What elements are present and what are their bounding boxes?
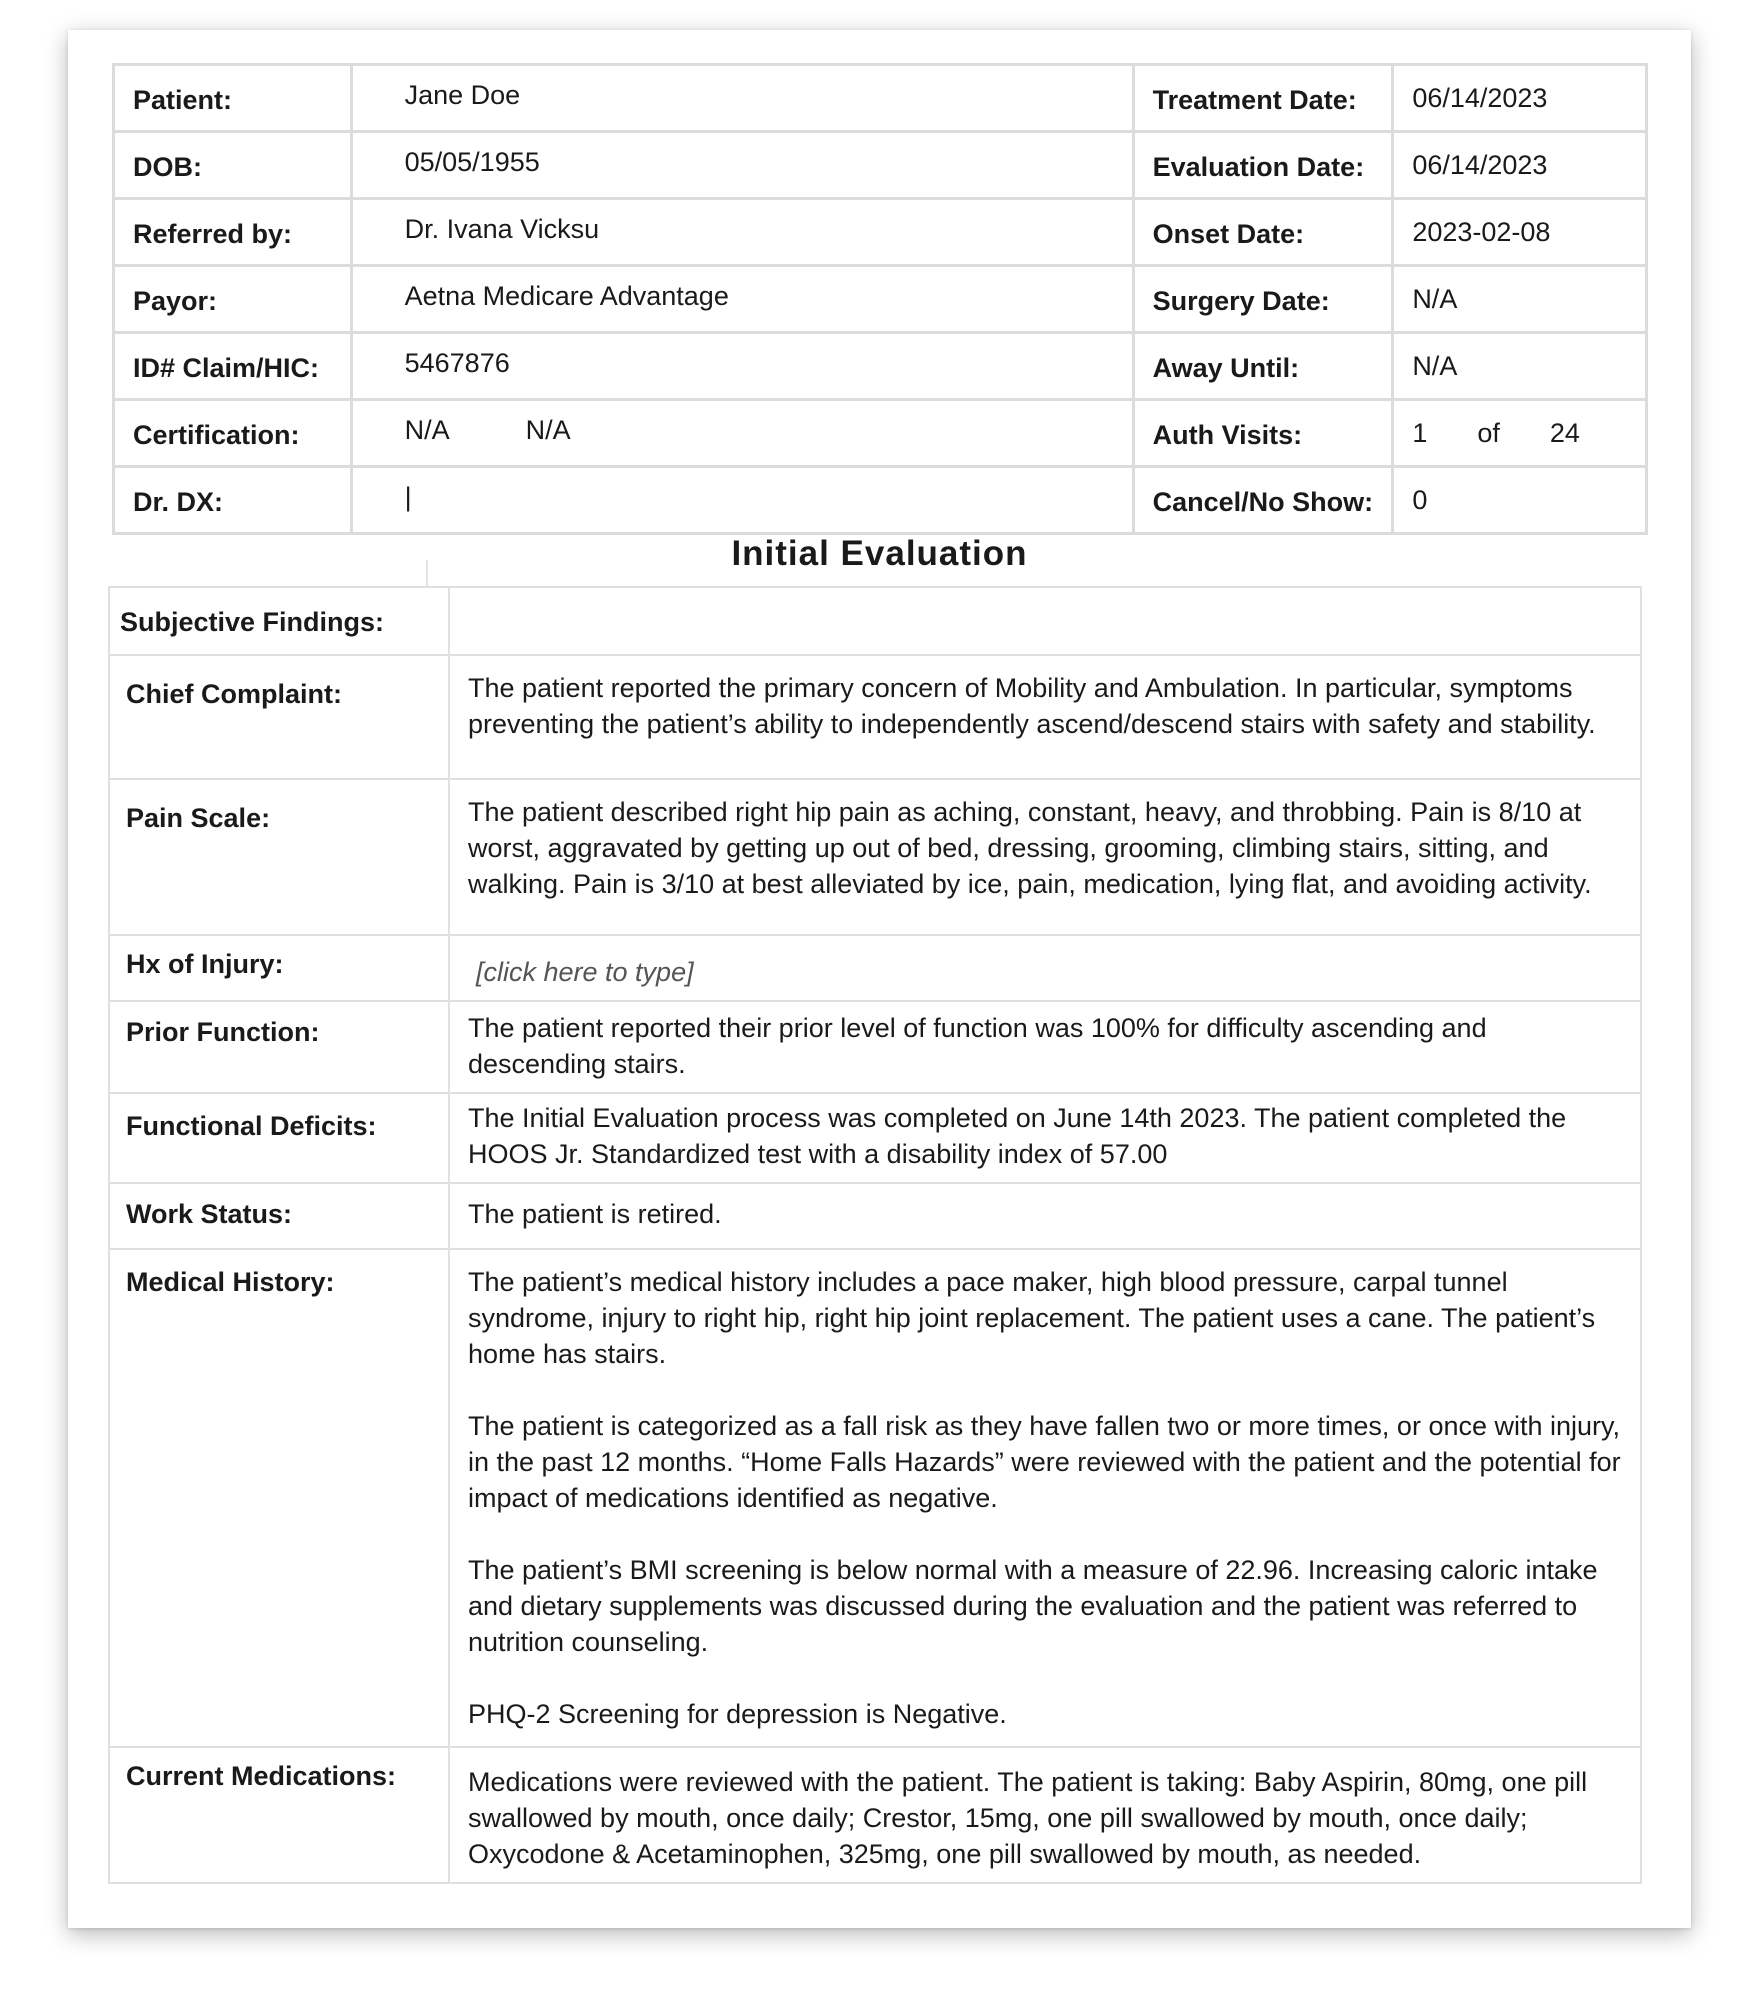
hx-of-injury-label: Hx of Injury: xyxy=(109,935,449,1001)
surgery-date-value[interactable]: N/A xyxy=(1393,266,1647,333)
certification-label: Certification: xyxy=(114,400,352,467)
evaluation-table xyxy=(108,586,1642,1884)
header-row-referred xyxy=(114,199,1647,266)
hx-of-injury-field[interactable] xyxy=(449,935,1641,1001)
section-title: Initial Evaluation xyxy=(731,534,1028,573)
patient-value[interactable]: Jane Doe xyxy=(351,65,1133,132)
patient-header-table xyxy=(112,63,1648,535)
chief-complaint-text[interactable]: The patient reported the primary concern of Mobility and Ambulation. In particular, symptoms preventing the patient’s ability to independently ascend/descend stairs with safety and stability. xyxy=(449,655,1641,779)
dob-value[interactable]: 05/05/1955 xyxy=(351,132,1133,199)
auth-visits-current[interactable]: 1 xyxy=(1412,417,1428,448)
treatment-date-value[interactable]: 06/14/2023 xyxy=(1393,65,1647,132)
evaluation-date-label: Evaluation Date: xyxy=(1133,132,1393,199)
medical-history-text[interactable] xyxy=(449,1249,1641,1747)
eval-row-prior xyxy=(109,1001,1641,1093)
payor-label: Payor: xyxy=(114,266,352,333)
eval-row-pain xyxy=(109,779,1641,935)
pain-scale-label: Pain Scale: xyxy=(109,779,449,935)
eval-row-deficits xyxy=(109,1093,1641,1183)
auth-visits-values xyxy=(1393,400,1647,467)
header-row-payor xyxy=(114,266,1647,333)
eval-row-medical xyxy=(109,1249,1641,1747)
header-row-drdx xyxy=(114,467,1647,534)
eval-row-work xyxy=(109,1183,1641,1249)
prior-function-text[interactable]: The patient reported their prior level of function was 100% for difficulty ascending and descending stairs. xyxy=(449,1001,1641,1093)
referred-by-value[interactable]: Dr. Ivana Vicksu xyxy=(351,199,1133,266)
dob-label: DOB: xyxy=(114,132,352,199)
current-medications-label: Current Medications: xyxy=(109,1747,449,1883)
dr-dx-value[interactable]: | xyxy=(351,467,1133,534)
header-row-dob xyxy=(114,132,1647,199)
auth-visits-label: Auth Visits: xyxy=(1133,400,1393,467)
onset-date-value[interactable]: 2023-02-08 xyxy=(1393,199,1647,266)
pain-scale-text[interactable]: The patient described right hip pain as aching, constant, heavy, and throbbing. Pain is 8/10 at worst, aggravated by getting up out of bed, dressing, grooming, climbing stairs, sitting, and walking. Pain is 3/10 at best alleviated by ice, pain, medication, lying flat, and avoiding activity. xyxy=(449,779,1641,935)
hx-of-injury-placeholder[interactable]: [click here to type] xyxy=(476,957,694,987)
cancel-no-show-value[interactable]: 0 xyxy=(1393,467,1647,534)
medical-history-label: Medical History: xyxy=(109,1249,449,1747)
subjective-findings-field[interactable] xyxy=(449,587,1641,655)
eval-row-chief xyxy=(109,655,1641,779)
auth-visits-total[interactable]: 24 xyxy=(1549,417,1580,448)
dr-dx-label: Dr. DX: xyxy=(114,467,352,534)
onset-date-label: Onset Date: xyxy=(1133,199,1393,266)
away-until-value[interactable]: N/A xyxy=(1393,333,1647,400)
functional-deficits-text[interactable]: The Initial Evaluation process was completed on June 14th 2023. The patient completed the HOOS Jr. Standardized test with a disability index of 57.00 xyxy=(449,1093,1641,1183)
surgery-date-label: Surgery Date: xyxy=(1133,266,1393,333)
auth-visits-of: of xyxy=(1477,417,1500,448)
current-medications-text[interactable]: Medications were reviewed with the patient. The patient is taking: Baby Aspirin, 80mg, one pill swallowed by mouth, once daily; Crestor, 15mg, one pill swallowed by mouth, once daily; Oxycodone & Acetaminophen, 325mg, one pill swallowed by mouth, as needed. xyxy=(449,1747,1641,1883)
phq2-paragraph: PHQ-2 Screening for depression is Negative. xyxy=(468,1699,1007,1729)
evaluation-date-value[interactable]: 06/14/2023 xyxy=(1393,132,1647,199)
cancel-no-show-label: Cancel/No Show: xyxy=(1133,467,1393,534)
subjective-findings-label: Subjective Findings: xyxy=(109,587,449,655)
medical-history-paragraph: The patient’s medical history includes a pace maker, high blood pressure, carpal tunnel syndrome, injury to right hip, right hip joint replacement. The patient uses a cane. The patient’s home has stairs. xyxy=(468,1267,1596,1369)
prior-function-label: Prior Function: xyxy=(109,1001,449,1093)
claim-label: ID# Claim/HIC: xyxy=(114,333,352,400)
header-row-certification xyxy=(114,400,1647,467)
certification-end-value[interactable]: N/A xyxy=(525,414,571,445)
certification-values xyxy=(351,400,1133,467)
patient-label: Patient: xyxy=(114,65,352,132)
work-status-text[interactable]: The patient is retired. xyxy=(449,1183,1641,1249)
eval-row-subjective xyxy=(109,587,1641,655)
functional-deficits-label: Functional Deficits: xyxy=(109,1093,449,1183)
payor-value[interactable]: Aetna Medicare Advantage xyxy=(351,266,1133,333)
claim-value[interactable]: 5467876 xyxy=(351,333,1133,400)
work-status-label: Work Status: xyxy=(109,1183,449,1249)
document-page xyxy=(68,30,1691,1928)
eval-row-medications xyxy=(109,1747,1641,1883)
bmi-paragraph: The patient’s BMI screening is below normal with a measure of 22.96. Increasing caloric intake and dietary supplements was discussed during the evaluation and the patient was referred to nutrition counseling. xyxy=(468,1555,1598,1657)
column-divider-tick xyxy=(426,560,428,586)
chief-complaint-label: Chief Complaint: xyxy=(109,655,449,779)
header-row-patient xyxy=(114,65,1647,132)
treatment-date-label: Treatment Date: xyxy=(1133,65,1393,132)
away-until-label: Away Until: xyxy=(1133,333,1393,400)
certification-start-value[interactable]: N/A xyxy=(404,414,450,445)
eval-row-hx xyxy=(109,935,1641,1001)
header-row-claim xyxy=(114,333,1647,400)
fall-risk-paragraph: The patient is categorized as a fall risk as they have fallen two or more times, or once with injury, in the past 12 months. “Home Falls Hazards” were reviewed with the patient and the potential for impact of medications identified as negative. xyxy=(468,1411,1621,1513)
referred-by-label: Referred by: xyxy=(114,199,352,266)
